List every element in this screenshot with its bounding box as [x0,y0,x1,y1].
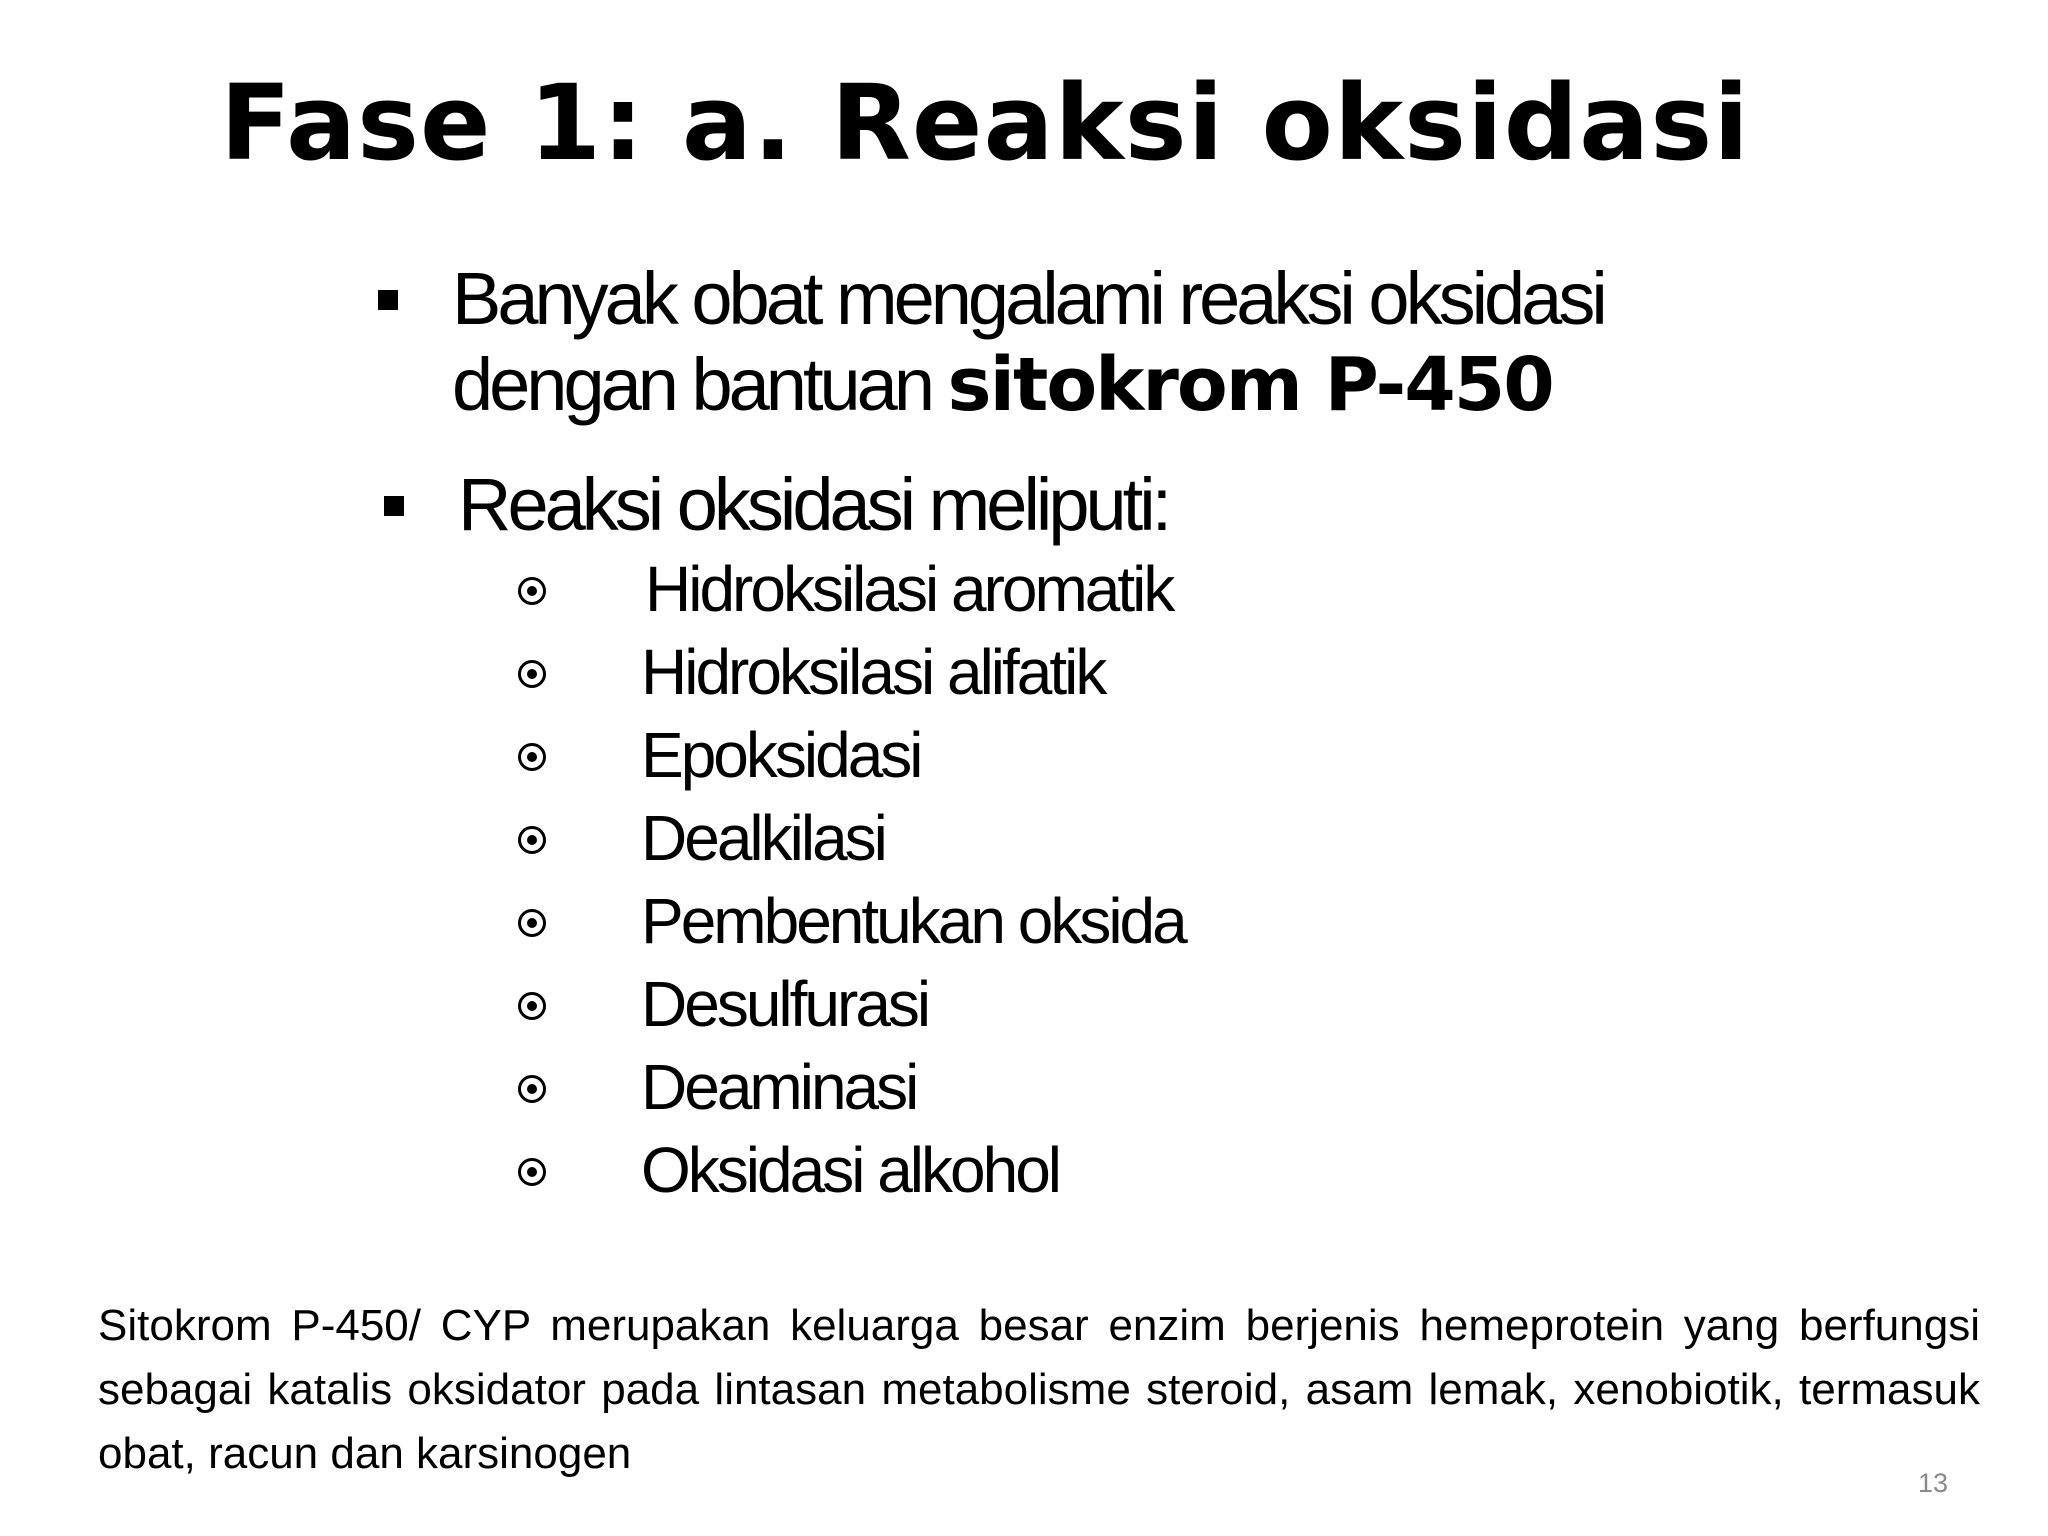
circled-dot-icon [518,743,546,771]
page-number: 13 [1918,1468,1949,1498]
reaction-label: Epoksidasi [641,719,921,791]
bullet-item-cytochrome [378,256,1604,428]
bullet-line-reactions: Reaksi oksidasi meliputi: [458,463,1169,546]
bullet-text [458,462,1168,548]
bullet-line-1: Banyak obat mengalami reaksi oksidasi [452,257,1604,340]
circled-dot-icon [518,660,546,688]
circled-dot-icon [518,1158,546,1186]
square-bullet-icon [378,290,398,310]
slide-title: Fase 1: a. Reaksi oksidasi [220,62,1750,184]
circled-dot-icon [518,992,546,1020]
bullet-line-2 [452,342,1604,428]
reaction-label: Hidroksilasi aromatik [645,553,1173,625]
square-bullet-icon [384,496,404,516]
bullet-item-reactions [384,462,1168,548]
reaction-label: Oksidasi alkohol [641,1134,1059,1206]
reaction-label: Desulfurasi [641,968,929,1040]
bullet-text [452,256,1604,428]
bullet-emphasis-sitokrom: sitokrom P-450 [947,342,1553,428]
reaction-label: Pembentukan oksida [641,885,1185,957]
circled-dot-icon [518,909,546,937]
bullet-line-2-prefix: dengan bantuan [452,343,948,426]
reaction-label: Deaminasi [641,1051,917,1123]
footnote-paragraph: Sitokrom P-450/ CYP merupakan keluarga besar enzim berjenis hemeprotein yang berfungsi sebagai katalis oksidator pada lintasan metabolisme steroid, asam lemak, xenobiotik, termasuk obat, racun dan karsinogen [98,1301,1980,1478]
circled-dot-icon [518,826,546,854]
circled-dot-icon [518,577,546,605]
circled-dot-icon [518,1075,546,1103]
reaction-label: Dealkilasi [641,802,885,874]
reaction-label: Hidroksilasi alifatik [641,636,1105,708]
